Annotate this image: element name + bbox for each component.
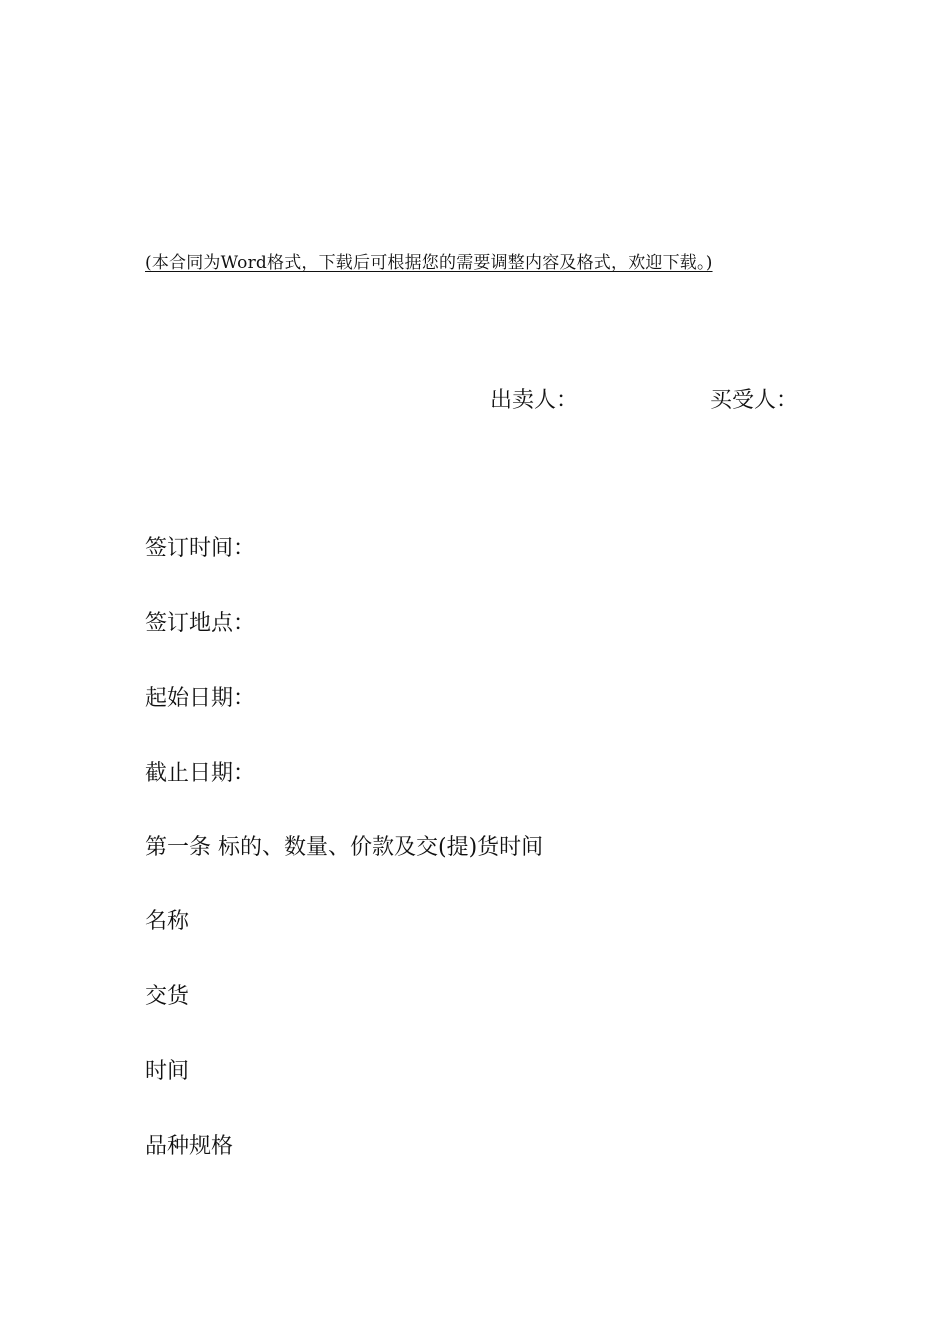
end-date-label: 截止日期： [145,761,256,786]
buyer-label: 买受人： [710,388,799,413]
signing-time-label: 签订时间： [145,536,256,561]
start-date-label: 起始日期： [145,686,256,711]
format-note: (本合同为Word格式，下载后可根据您的需要调整内容及格式，欢迎下载。) [145,253,713,273]
article-one-heading: 第一条 标的、数量、价款及交(提)货时间 [145,835,544,860]
column-time-label: 时间 [145,1059,190,1084]
seller-label: 出卖人： [490,388,579,413]
column-delivery-label: 交货 [145,984,190,1009]
column-name-label: 名称 [145,909,190,934]
signing-place-label: 签订地点： [145,611,256,636]
column-variety-spec-label: 品种规格 [145,1134,234,1159]
